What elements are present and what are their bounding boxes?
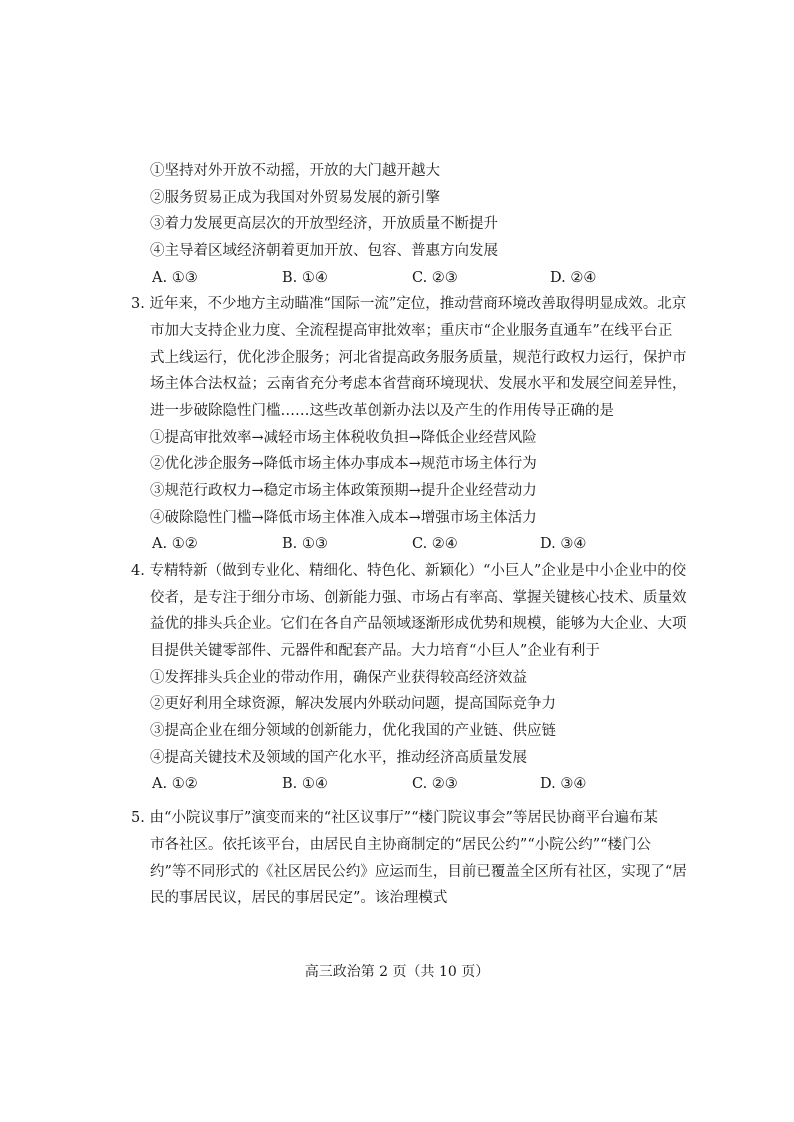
page-footer: 高三政治第 2 页（共 10 页） xyxy=(304,964,490,980)
q5-stem-line-3: 约”等不同形式的《社区居民公约》应运而生，目前已覆盖全区所有社区，实现了“居 xyxy=(150,864,687,880)
q4-choice-b: B. ①④ xyxy=(282,776,328,792)
q3-choice-c: C. ②④ xyxy=(412,536,458,552)
q2-option-1: ①坚持对外开放不动摇，开放的大门越开越大 xyxy=(150,163,440,179)
q3-choice-b: B. ①③ xyxy=(282,536,328,552)
q2-option-2: ②服务贸易正成为我国对外贸易发展的新引擎 xyxy=(150,190,440,206)
q4-option-3: ③提高企业在细分领域的创新能力，优化我国的产业链、供应链 xyxy=(150,723,556,739)
q3-option-2: ②优化涉企服务→降低市场主体办事成本→规范市场主体行为 xyxy=(150,456,537,472)
q2-choice-c: C. ②③ xyxy=(412,270,458,286)
q4-choice-c: C. ②③ xyxy=(412,776,458,792)
q3-option-1: ①提高审批效率→减轻市场主体税收负担→降低企业经营风险 xyxy=(150,430,537,446)
q4-choice-d: D. ③④ xyxy=(540,776,587,792)
q4-stem-line-4: 目提供关键零部件、元器件和配套产品。大力培育“小巨人”企业有利于 xyxy=(150,643,600,659)
q3-stem-line-2: 市加大支持企业力度、全流程提高审批效率；重庆市“企业服务直通车”在线平台正 xyxy=(150,323,673,339)
q3-stem-line-5: 进一步破除隐性门槛……这些改革创新办法以及产生的作用传导正确的是 xyxy=(150,403,614,419)
q3-choice-a: A. ①② xyxy=(152,536,198,552)
q3-choices xyxy=(150,534,620,554)
q5-stem-line-2: 市各社区。依托该平台，由居民自主协商制定的“居民公约”“小院公约”“楼门公 xyxy=(150,837,652,853)
q3-option-4: ④破除隐性门槛→降低市场主体准入成本→增强市场主体活力 xyxy=(150,510,537,526)
q4-option-2: ②更好利用全球资源，解决发展内外联动问题，提高国际竞争力 xyxy=(150,696,556,712)
q2-option-3: ③着力发展更高层次的开放型经济，开放质量不断提升 xyxy=(150,216,498,232)
q2-choices xyxy=(150,268,620,288)
q4-option-1: ①发挥排头兵企业的带动作用，确保产业获得较高经济效益 xyxy=(150,670,527,686)
q3-stem-line-1: 3. 近年来，不少地方主动瞄准“国际一流”定位，推动营商环境改善取得明显成效。北京 xyxy=(131,296,687,312)
q5-stem-line-4: 民的事居民议，居民的事居民定”。该治理模式 xyxy=(150,890,448,906)
q3-choice-d: D. ③④ xyxy=(540,536,587,552)
q4-choice-a: A. ①② xyxy=(152,776,198,792)
q4-choices xyxy=(150,774,620,794)
q2-option-4: ④主导着区域经济朝着更加开放、包容、普惠方向发展 xyxy=(150,243,498,259)
q4-stem-line-1: 4. 专精特新（做到专业化、精细化、特色化、新颖化）“小巨人”企业是中小企业中的佼 xyxy=(131,563,687,579)
q3-stem-line-3: 式上线运行，优化涉企服务；河北省提高政务服务质量，规范行政权力运行，保护市 xyxy=(150,350,687,366)
q5-stem-line-1: 5. 由“小院议事厅”演变而来的“社区议事厅”“楼门院议事会”等居民协商平台遍布某 xyxy=(131,810,658,826)
q3-stem-line-4: 场主体合法权益；云南省充分考虑本省营商环境现状、发展水平和发展空间差异性， xyxy=(150,376,687,392)
q4-stem-line-2: 佼者，是专注于细分市场、创新能力强、市场占有率高、掌握关键核心技术、质量效 xyxy=(150,590,687,606)
q2-choice-a: A. ①③ xyxy=(152,270,198,286)
q4-stem-line-3: 益优的排头兵企业。它们在各自产品领域逐渐形成优势和规模，能够为大企业、大项 xyxy=(150,616,687,632)
q2-choice-d: D. ②④ xyxy=(550,270,597,286)
q3-option-3: ③规范行政权力→稳定市场主体政策预期→提升企业经营动力 xyxy=(150,483,537,499)
q4-option-4: ④提高关键技术及领域的国产化水平，推动经济高质量发展 xyxy=(150,750,527,766)
q2-choice-b: B. ①④ xyxy=(282,270,328,286)
